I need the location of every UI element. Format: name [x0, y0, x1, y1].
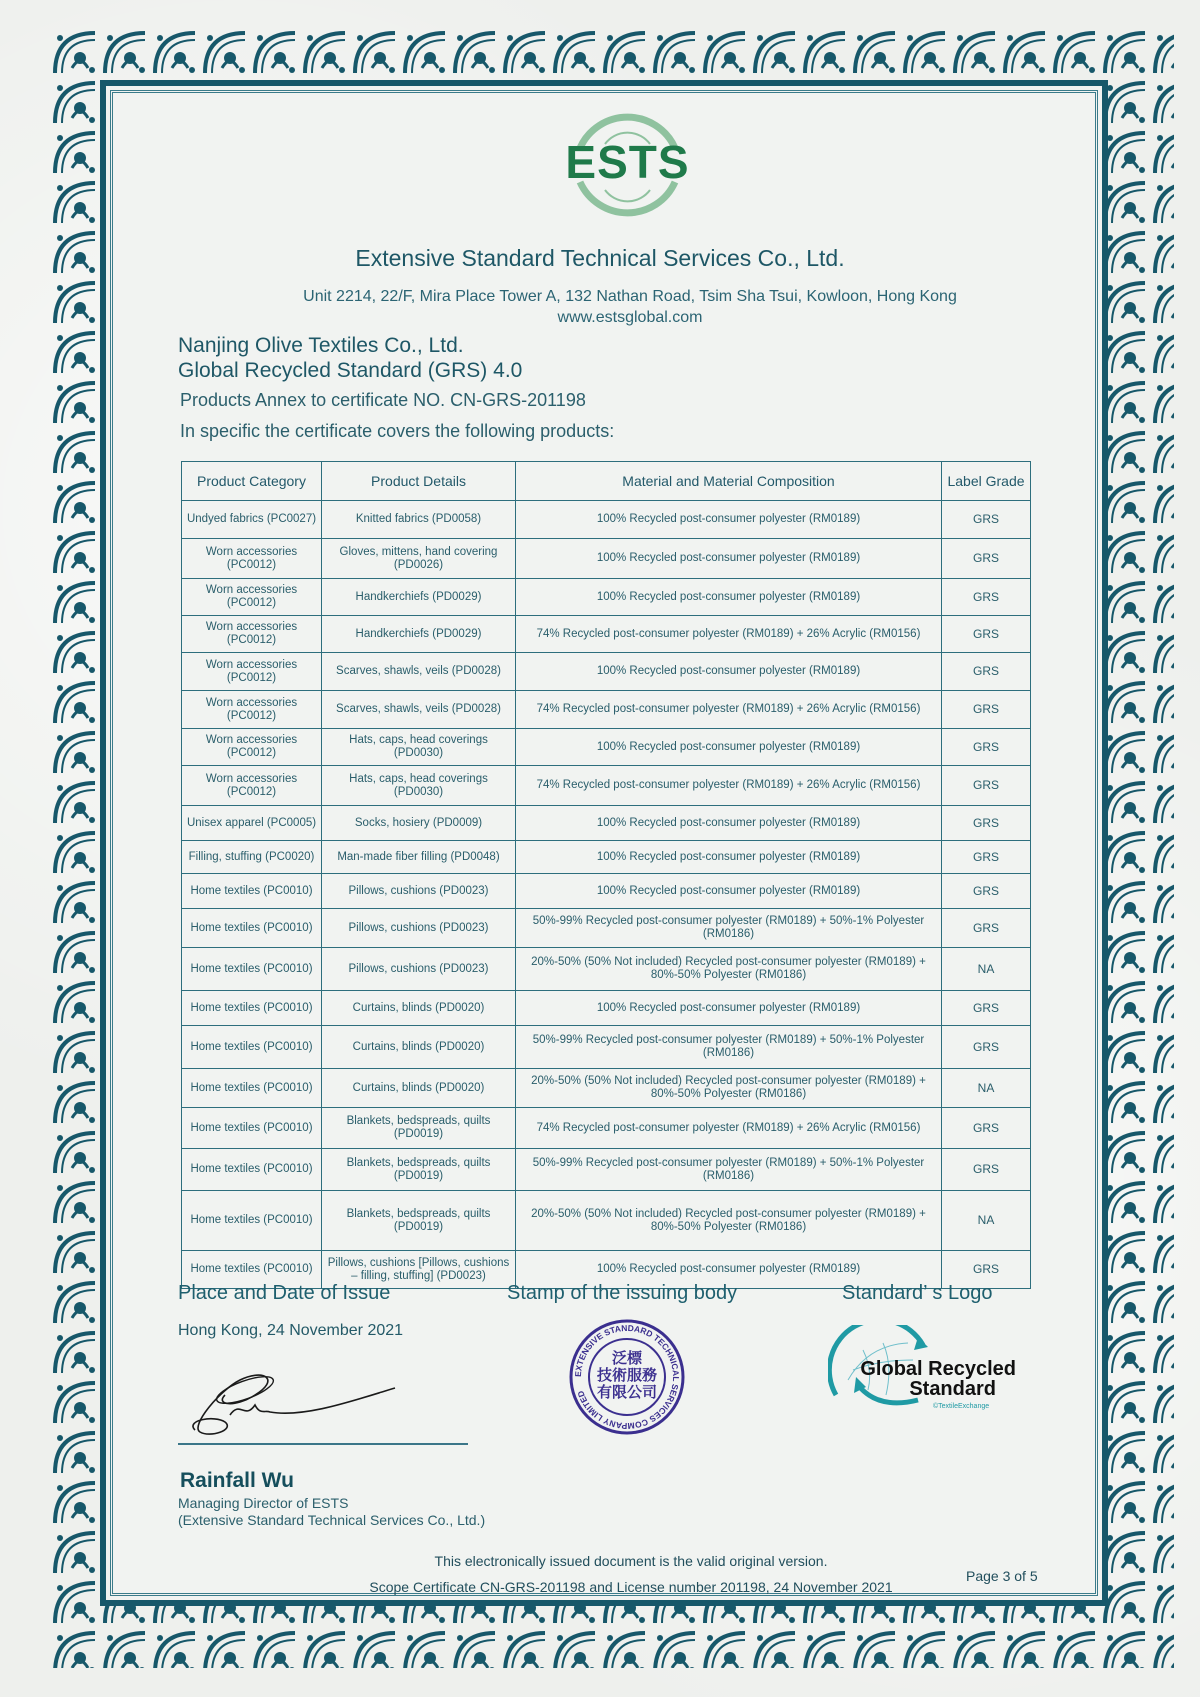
- annex-line: Products Annex to certificate NO. CN-GRS-201198: [180, 390, 586, 410]
- product-details-cell: Scarves, shawls, veils (PD0028): [322, 653, 516, 691]
- material-composition-cell: 100% Recycled post-consumer polyester (RM0189): [516, 1251, 942, 1289]
- label-grade-cell: NA: [942, 1069, 1031, 1108]
- grs-logo-credit: ©TextileExchange: [933, 1403, 990, 1410]
- product-details-cell: Blankets, bedspreads, quilts (PD0019): [322, 1149, 516, 1191]
- product-details-cell: Hats, caps, head coverings (PD0030): [322, 729, 516, 766]
- product-details-cell: Curtains, blinds (PD0020): [322, 1069, 516, 1108]
- table-row: [182, 1026, 1031, 1069]
- material-composition-cell: 50%-99% Recycled post-consumer polyester (RM0189) + 50%-1% Polyester (RM0186): [516, 1149, 942, 1191]
- product-details-cell: Pillows, cushions (PD0023): [322, 909, 516, 948]
- table-row: [182, 991, 1031, 1026]
- stamp-ring-text: EXTENSIVE STANDARD TECHNICAL SERVICES COMPANY LIMITED: [572, 1322, 682, 1432]
- signatory-name: Rainfall Wu: [180, 1469, 294, 1492]
- label-grade-cell: GRS: [942, 841, 1031, 874]
- table-row: [182, 909, 1031, 948]
- header-product-details: Product Details: [322, 462, 516, 501]
- table-row: [182, 1108, 1031, 1149]
- table-header-row: [182, 462, 1031, 501]
- grs-logo-text: [856, 1359, 1016, 1399]
- header-product-category: Product Category: [182, 462, 322, 501]
- table-row: [182, 616, 1031, 653]
- signature-icon: [185, 1360, 405, 1440]
- material-composition-cell: 100% Recycled post-consumer polyester (RM0189): [516, 653, 942, 691]
- product-category-cell: Worn accessories (PC0012): [182, 729, 322, 766]
- product-details-cell: Pillows, cushions [Pillows, cushions – filling, stuffing] (PD0023): [322, 1251, 516, 1289]
- material-composition-cell: 20%-50% (50% Not included) Recycled post-consumer polyester (RM0189) + 80%-50% Polyester (RM0186): [516, 948, 942, 991]
- material-composition-cell: 100% Recycled post-consumer polyester (RM0189): [516, 806, 942, 841]
- material-composition-cell: 100% Recycled post-consumer polyester (RM0189): [516, 729, 942, 766]
- product-category-cell: Home textiles (PC0010): [182, 1251, 322, 1289]
- material-composition-cell: 74% Recycled post-consumer polyester (RM0189) + 26% Acrylic (RM0156): [516, 691, 942, 729]
- product-category-cell: Filling, stuffing (PC0020): [182, 841, 322, 874]
- product-details-cell: Blankets, bedspreads, quilts (PD0019): [322, 1108, 516, 1149]
- label-grade-cell: GRS: [942, 691, 1031, 729]
- label-grade-cell: GRS: [942, 806, 1031, 841]
- product-category-cell: Home textiles (PC0010): [182, 1069, 322, 1108]
- table-row: [182, 1191, 1031, 1251]
- product-details-cell: Blankets, bedspreads, quilts (PD0019): [322, 1191, 516, 1251]
- product-category-cell: Worn accessories (PC0012): [182, 579, 322, 616]
- product-category-cell: Worn accessories (PC0012): [182, 691, 322, 729]
- product-details-cell: Handkerchiefs (PD0029): [322, 616, 516, 653]
- product-details-cell: Pillows, cushions (PD0023): [322, 874, 516, 909]
- product-category-cell: Worn accessories (PC0012): [182, 653, 322, 691]
- covers-line: In specific the certificate covers the following products:: [180, 421, 615, 441]
- label-grade-cell: GRS: [942, 874, 1031, 909]
- table-row: [182, 729, 1031, 766]
- stamp-heading: Stamp of the issuing body: [507, 1282, 738, 1304]
- logo-text: ESTS: [565, 136, 690, 188]
- footer-scope: Scope Certificate CN-GRS-201198 and License number 201198, 24 November 2021: [369, 1579, 893, 1595]
- product-category-cell: Home textiles (PC0010): [182, 909, 322, 948]
- label-grade-cell: GRS: [942, 1251, 1031, 1289]
- product-category-cell: Worn accessories (PC0012): [182, 539, 322, 579]
- footer-validity: This electronically issued document is the valid original version.: [434, 1553, 828, 1569]
- product-details-cell: Curtains, blinds (PD0020): [322, 1026, 516, 1069]
- table-row: [182, 841, 1031, 874]
- product-details-cell: Socks, hosiery (PD0009): [322, 806, 516, 841]
- product-details-cell: Man-made fiber filling (PD0048): [322, 841, 516, 874]
- ests-logo: [560, 100, 695, 230]
- material-composition-cell: 100% Recycled post-consumer polyester (RM0189): [516, 874, 942, 909]
- label-grade-cell: NA: [942, 948, 1031, 991]
- issuer-website[interactable]: www.estsglobal.com: [557, 309, 703, 326]
- label-grade-cell: GRS: [942, 766, 1031, 806]
- material-composition-cell: 50%-99% Recycled post-consumer polyester (RM0189) + 50%-1% Polyester (RM0186): [516, 1026, 942, 1069]
- grs-logo-line2: Standard: [909, 1378, 996, 1400]
- product-category-cell: Worn accessories (PC0012): [182, 766, 322, 806]
- header-material-composition: Material and Material Composition: [516, 462, 942, 501]
- label-grade-cell: GRS: [942, 1149, 1031, 1191]
- holder-name: Nanjing Olive Textiles Co., Ltd.: [178, 334, 464, 357]
- table-row: [182, 948, 1031, 991]
- stamp-chinese-line2: 技術服務: [596, 1367, 657, 1384]
- product-details-cell: Hats, caps, head coverings (PD0030): [322, 766, 516, 806]
- header-label-grade: Label Grade: [942, 462, 1031, 501]
- label-grade-cell: GRS: [942, 991, 1031, 1026]
- grs-logo-line1: Global Recycled: [860, 1358, 1016, 1380]
- grs-standard-logo: [828, 1325, 1018, 1415]
- material-composition-cell: 74% Recycled post-consumer polyester (RM0189) + 26% Acrylic (RM0156): [516, 1108, 942, 1149]
- product-details-cell: Scarves, shawls, veils (PD0028): [322, 691, 516, 729]
- issue-place-date: Hong Kong, 24 November 2021: [178, 1322, 404, 1339]
- label-grade-cell: GRS: [942, 729, 1031, 766]
- product-category-cell: Home textiles (PC0010): [182, 1108, 322, 1149]
- product-category-cell: Home textiles (PC0010): [182, 948, 322, 991]
- table-row: [182, 579, 1031, 616]
- product-details-cell: Knitted fabrics (PD0058): [322, 501, 516, 539]
- signatory-details: [178, 1495, 485, 1529]
- signatory-org: (Extensive Standard Technical Services Co., Ltd.): [178, 1512, 486, 1528]
- material-composition-cell: 100% Recycled post-consumer polyester (RM0189): [516, 841, 942, 874]
- certificate-holder: [178, 333, 522, 383]
- table-row: [182, 501, 1031, 539]
- label-grade-cell: GRS: [942, 909, 1031, 948]
- signatory-title: Managing Director of ESTS: [178, 1495, 349, 1511]
- label-grade-cell: GRS: [942, 1108, 1031, 1149]
- page-number: Page 3 of 5: [966, 1568, 1038, 1584]
- label-grade-cell: GRS: [942, 539, 1031, 579]
- product-category-cell: Home textiles (PC0010): [182, 1149, 322, 1191]
- material-composition-cell: 100% Recycled post-consumer polyester (RM0189): [516, 501, 942, 539]
- material-composition-cell: 100% Recycled post-consumer polyester (RM0189): [516, 991, 942, 1026]
- material-composition-cell: 50%-99% Recycled post-consumer polyester (RM0189) + 50%-1% Polyester (RM0186): [516, 909, 942, 948]
- issue-heading: Place and Date of Issue: [178, 1282, 391, 1304]
- label-grade-cell: GRS: [942, 616, 1031, 653]
- table-row: [182, 1069, 1031, 1108]
- label-grade-cell: GRS: [942, 1026, 1031, 1069]
- product-details-cell: Pillows, cushions (PD0023): [322, 948, 516, 991]
- table-row: [182, 653, 1031, 691]
- material-composition-cell: 20%-50% (50% Not included) Recycled post-consumer polyester (RM0189) + 80%-50% Polyester (RM0186): [516, 1069, 942, 1108]
- material-composition-cell: 100% Recycled post-consumer polyester (RM0189): [516, 539, 942, 579]
- issuer-name: Extensive Standard Technical Services Co., Ltd.: [355, 245, 845, 271]
- product-category-cell: Worn accessories (PC0012): [182, 616, 322, 653]
- product-details-cell: Gloves, mittens, hand covering (PD0026): [322, 539, 516, 579]
- holder-standard: Global Recycled Standard (GRS) 4.0: [178, 359, 523, 382]
- company-stamp: [568, 1318, 686, 1436]
- product-category-cell: Home textiles (PC0010): [182, 874, 322, 909]
- stamp-chinese-text: [568, 1350, 686, 1401]
- label-grade-cell: GRS: [942, 501, 1031, 539]
- material-composition-cell: 74% Recycled post-consumer polyester (RM0189) + 26% Acrylic (RM0156): [516, 616, 942, 653]
- stamp-chinese-line3: 有限公司: [596, 1384, 657, 1401]
- table-row: [182, 539, 1031, 579]
- product-category-cell: Home textiles (PC0010): [182, 991, 322, 1026]
- product-details-cell: Handkerchiefs (PD0029): [322, 579, 516, 616]
- material-composition-cell: 100% Recycled post-consumer polyester (RM0189): [516, 579, 942, 616]
- table-row: [182, 766, 1031, 806]
- product-details-cell: Curtains, blinds (PD0020): [322, 991, 516, 1026]
- product-category-cell: Home textiles (PC0010): [182, 1191, 322, 1251]
- material-composition-cell: 74% Recycled post-consumer polyester (RM0189) + 26% Acrylic (RM0156): [516, 766, 942, 806]
- product-category-cell: Unisex apparel (PC0005): [182, 806, 322, 841]
- table-row: [182, 806, 1031, 841]
- issuer-address: Unit 2214, 22/F, Mira Place Tower A, 132 Nathan Road, Tsim Sha Tsui, Kowloon, Hong Kong: [303, 288, 957, 305]
- label-grade-cell: GRS: [942, 653, 1031, 691]
- label-grade-cell: NA: [942, 1191, 1031, 1251]
- product-category-cell: Home textiles (PC0010): [182, 1026, 322, 1069]
- table-row: [182, 1149, 1031, 1191]
- product-category-cell: Undyed fabrics (PC0027): [182, 501, 322, 539]
- stamp-chinese-line1: 泛標: [611, 1350, 642, 1367]
- products-table: [181, 461, 1031, 1289]
- table-row: [182, 691, 1031, 729]
- label-grade-cell: GRS: [942, 579, 1031, 616]
- signature-line: [178, 1443, 468, 1445]
- standard-logo-heading: Standard’ s Logo: [842, 1282, 993, 1304]
- material-composition-cell: 20%-50% (50% Not included) Recycled post-consumer polyester (RM0189) + 80%-50% Polyester (RM0186): [516, 1191, 942, 1251]
- table-row: [182, 874, 1031, 909]
